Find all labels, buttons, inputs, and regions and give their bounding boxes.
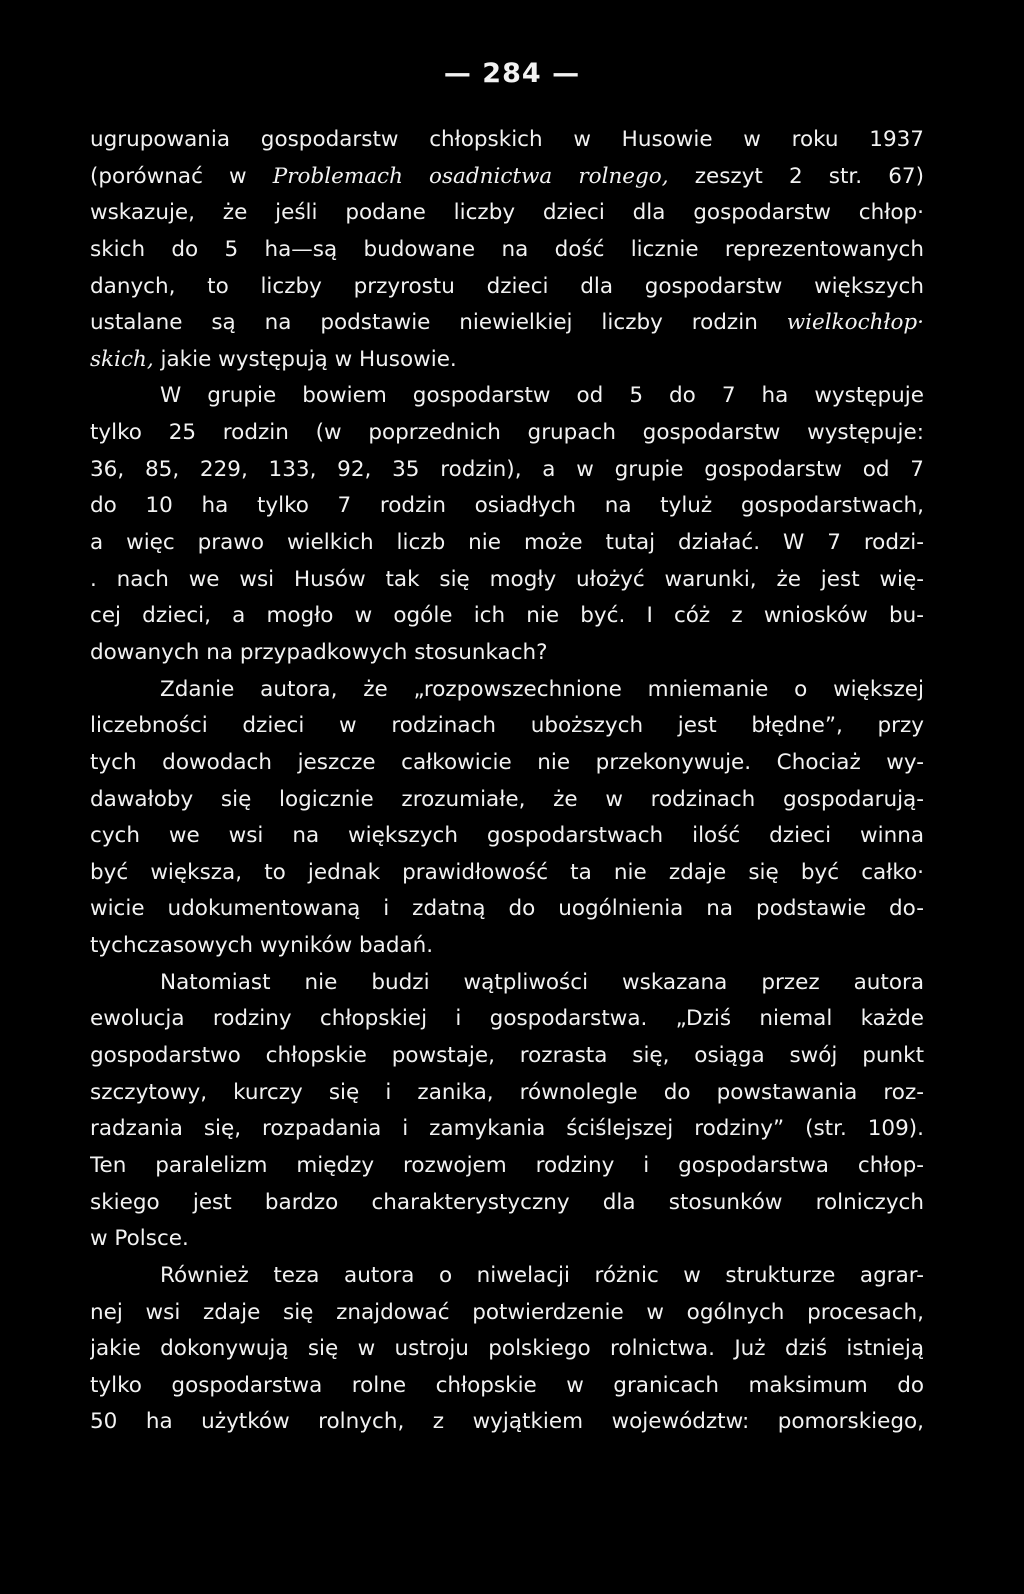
text-line: nej wsi zdaje się znajdować potwierdzenie w ogólnych procesach, [90, 1299, 924, 1325]
body-text [90, 122, 924, 1441]
text-line [90, 305, 924, 342]
text-line: cej dzieci, a mogło w ogóle ich nie być. I cóż z wniosków bu- [90, 603, 924, 629]
text-line: ugrupowania gospodarstw chłopskich w Husowie w roku 1937 [90, 127, 924, 152]
text-line: wicie udokumentowaną i zdatną do uogólnienia na podstawie do- [90, 896, 924, 922]
text-line: danych, to liczby przyrostu dzieci dla gospodarstw większych [90, 273, 924, 299]
text-line: radzania się, rozpadania i zamykania ściślejszej rodziny” (str. 109). [90, 1116, 924, 1142]
text-line: gospodarstwo chłopskie powstaje, rozrasta się, osiąga swój punkt [90, 1043, 924, 1069]
page-number: — 284 — [443, 58, 581, 89]
text-line: Zdanie autora, że „rozpowszechnione mniemanie o większej [160, 676, 924, 702]
text-line: a więc prawo wielkich liczb nie może tutaj działać. W 7 rodzi- [90, 530, 924, 556]
italic-word: skich, [90, 346, 154, 372]
italic-word: wielkochłop· [786, 310, 924, 336]
text-line: Natomiast nie budzi wątpliwości wskazana przez autora [160, 969, 924, 995]
text-line: tylko 25 rodzin (w poprzednich grupach gospodarstw występuje: [90, 420, 924, 446]
text-line: W grupie bowiem gospodarstw od 5 do 7 ha występuje [160, 383, 924, 409]
italic-title: Problemach osadnictwa rolnego, [272, 163, 669, 189]
text-line: jakie dokonywują się w ustroju polskiego rolnictwa. Już dziś istnieją [90, 1336, 924, 1362]
text-line: liczebności dzieci w rodzinach uboższych jest błędne”, przy [90, 713, 924, 739]
text-line: szczytowy, kurczy się i zanika, równolegle do powstawania roz- [90, 1079, 924, 1105]
text-line: w Polsce. [90, 1226, 189, 1252]
text-line: . nach we wsi Husów tak się mogły ułożyć warunki, że jest wię- [90, 566, 924, 592]
text-line: dowanych na przypadkowych stosunkach? [90, 639, 548, 665]
text-line: dawałoby się logicznie zrozumiałe, że w rodzinach gospodarują- [90, 786, 924, 812]
text-line: 50 ha użytków rolnych, z wyjątkiem województw: pomorskiego, [90, 1409, 924, 1435]
text-line: Ten paralelizm między rozwojem rodziny i gospodarstwa chłop- [90, 1152, 924, 1178]
text-line: być większa, to jednak prawidłowość ta nie zdaje się być całko· [90, 859, 924, 885]
text-line: wskazuje, że jeśli podane liczby dzieci dla gospodarstw chłop· [90, 200, 924, 226]
text-line: tych dowodach jeszcze całkowicie nie przekonywuje. Chociaż wy- [90, 749, 924, 775]
text-line: do 10 ha tylko 7 rodzin osiadłych na tyluż gospodarstwach, [90, 493, 924, 519]
text-span: zeszyt 2 str. 67) [668, 163, 924, 189]
text-line: skiego jest bardzo charakterystyczny dla stosunków rolniczych [90, 1189, 924, 1215]
text-line: tychczasowych wyników badań. [90, 933, 434, 959]
text-line: Również teza autora o niwelacji różnic w strukturze agrar- [160, 1262, 924, 1288]
text-span: ustalane są na podstawie niewielkiej liczby rodzin [90, 310, 787, 336]
text-line [90, 159, 924, 196]
text-line [90, 342, 924, 379]
text-line: ewolucja rodziny chłopskiej i gospodarstwa. „Dziś niemal każde [90, 1006, 924, 1032]
text-span: jakie występują w Husowie. [153, 346, 457, 372]
text-line: cych we wsi na większych gospodarstwach ilość dzieci winna [90, 823, 924, 849]
text-line: 36, 85, 229, 133, 92, 35 rodzin), a w grupie gospodarstw od 7 [90, 456, 924, 482]
text-line: skich do 5 ha—są budowane na dość licznie reprezentowanych [90, 236, 924, 262]
text-line: tylko gospodarstwa rolne chłopskie w granicach maksimum do [90, 1372, 924, 1398]
text-span: (porównać w [90, 163, 273, 189]
